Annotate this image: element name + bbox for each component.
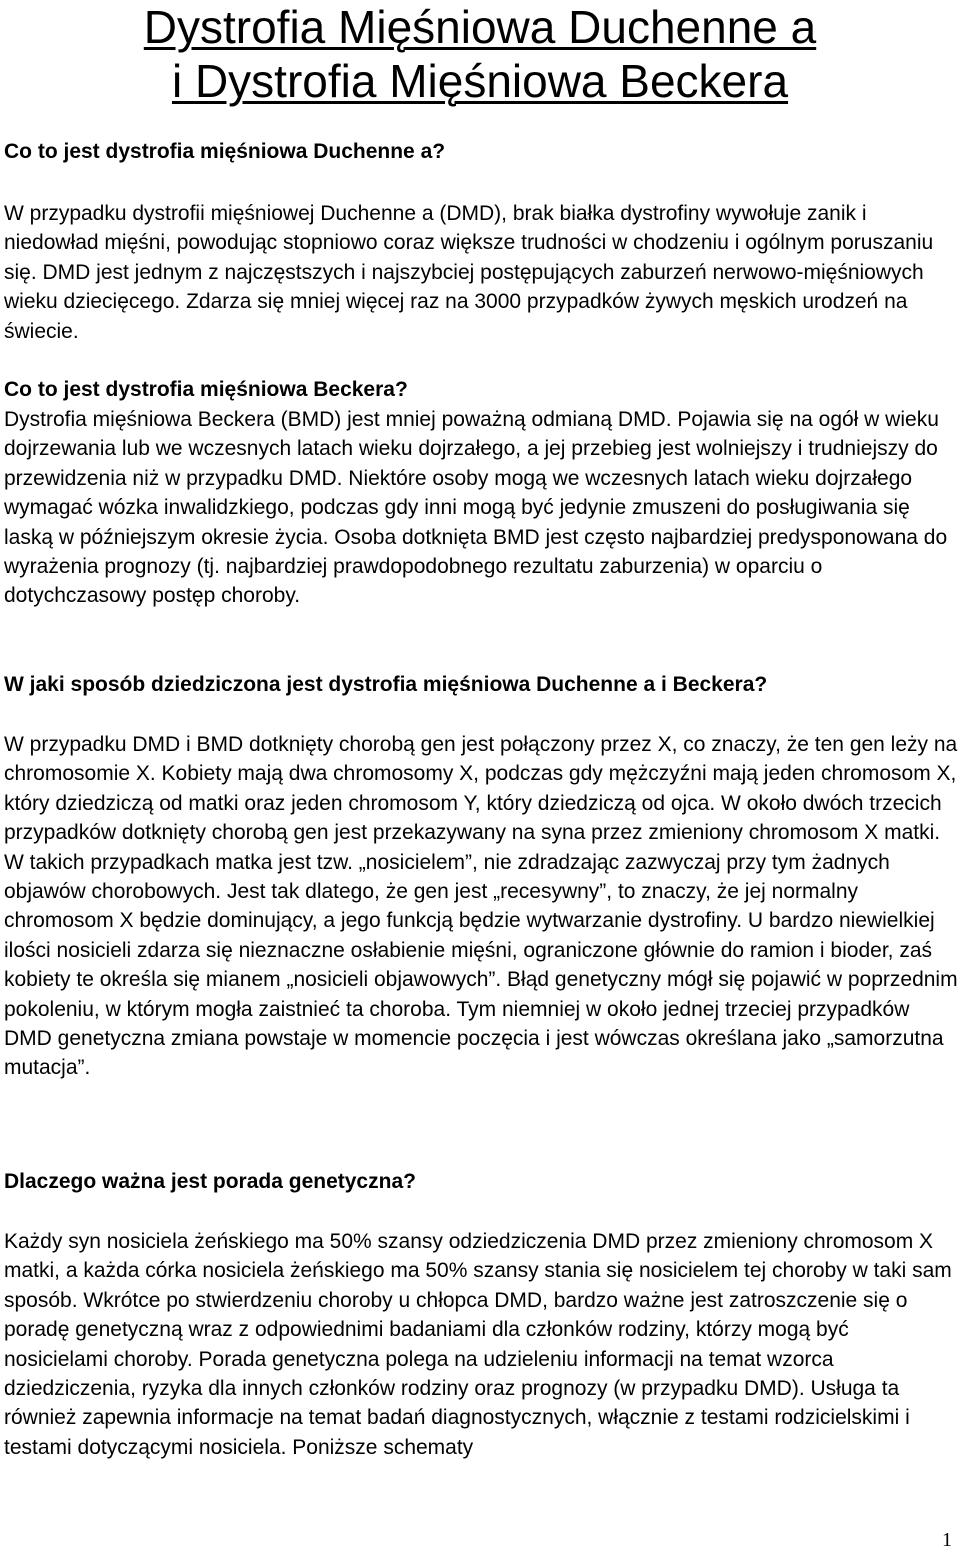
section-heading-genetic-counseling: Dlaczego ważna jest porada genetyczna? [4,1170,416,1193]
page-number: 1 [942,1529,952,1551]
section-heading-dmd: Co to jest dystrofia mięśniowa Duchenne a? [4,140,446,163]
title-line-1: Dystrofia Mięśniowa Duchenne a [143,1,817,53]
section-body-inheritance: W przypadku DMD i BMD dotknięty chorobą gen jest połączony przez X, co znaczy, że ten gen leży na chromosomie X. Kobiety mają dwa chromosomy X, podczas gdy mężczyźni mają jeden chromosom X, który dziedziczą od matki oraz jeden chromosom Y, który dziedziczą od ojca. W około dwóch trzecich przypadków dotknięty chorobą gen jest przekazywany na syna przez zmieniony chromosom X matki. W takich przypadkach matka jest tzw. „nosicielem”, nie zdradzając zazwyczaj przy tym żadnych objawów chorobowych. Jest tak dlatego, że gen jest „recesywny”, to znaczy, że jej normalny chromosom X będzie dominujący, a jego funkcją będzie wytwarzanie dystrofiny. U bardzo niewielkiej ilości nosicieli zdarza się nieznaczne osłabienie mięśni, ograniczone głównie do ramion i bioder, zaś kobiety te określa się mianem „nosicieli objawowych”. Błąd genetyczny mógł się pojawić w poprzednim pokoleniu, w którym mogła zaistnieć ta choroba. Tym niemniej w około jednej trzeciej przypadków DMD genetyczna zmiana powstaje w momencie poczęcia i jest wówczas określana jako „samorzutna mutacja”. [4,733,958,1080]
section-heading-bmd: Co to jest dystrofia mięśniowa Beckera? [4,378,408,401]
section-heading-inheritance: W jaki sposób dziedziczona jest dystrofia mięśniowa Duchenne a i Beckera? [4,673,768,696]
section-body-genetic-counseling: Każdy syn nosiciela żeńskiego ma 50% szansy odziedziczenia DMD przez zmieniony chromosom X matki, a każda córka nosiciela żeńskiego ma 50% szansy stania się nosicielem tej choroby w taki sam sposób. Wkrótce po stwierdzeniu choroby u chłopca DMD, bardzo ważne jest zatroszczenie się o poradę genetyczną wraz z odpowiednimi badaniami dla członków rodziny, którzy mogą być nosicielami choroby. Porada genetyczna polega na udzieleniu informacji na temat wzorca dziedziczenia, ryzyka dla innych członków rodziny oraz prognozy (w przypadku DMD). Usługa ta również zapewnia informacje na temat badań diagnostycznych, włącznie z testami rodzicielskimi i testami dotyczącymi nosiciela. Poniższe schematy [4,1230,952,1459]
title-line-2: i Dystrofia Mięśniowa Beckera [171,55,789,107]
section-body-dmd: W przypadku dystrofii mięśniowej Duchenne a (DMD), brak białka dystrofiny wywołuje zanik i niedowład mięśni, powodując stopniowo coraz większe trudności w chodzeniu i ogólnym poruszaniu się. DMD jest jednym z najczęstszych i najszybciej postępujących zaburzeń nerwowo-mięśniowych wieku dziecięcego. Zdarza się mniej więcej raz na 3000 przypadków żywych męskich urodzeń na świecie. [4,202,934,343]
section-body-bmd: Dystrofia mięśniowa Beckera (BMD) jest mniej poważną odmianą DMD. Pojawia się na ogół w wieku dojrzewania lub we wczesnych latach wieku dojrzałego, a jej przebieg jest wolniejszy i trudniejszy do przewidzenia niż w przypadku DMD. Niektóre osoby mogą we wczesnych latach wieku dojrzałego wymagać wózka inwalidzkiego, podczas gdy inni mogą być jedynie zmuszeni do posługiwania się laską w późniejszym okresie życia. Osoba dotknięta BMD jest często najbardziej predysponowana do wyrażenia prognozy (tj. najbardziej prawdopodobnego rezultatu zaburzenia) w oparciu o dotychczasowy postęp choroby. [4,408,948,608]
document-title [0,0,960,108]
